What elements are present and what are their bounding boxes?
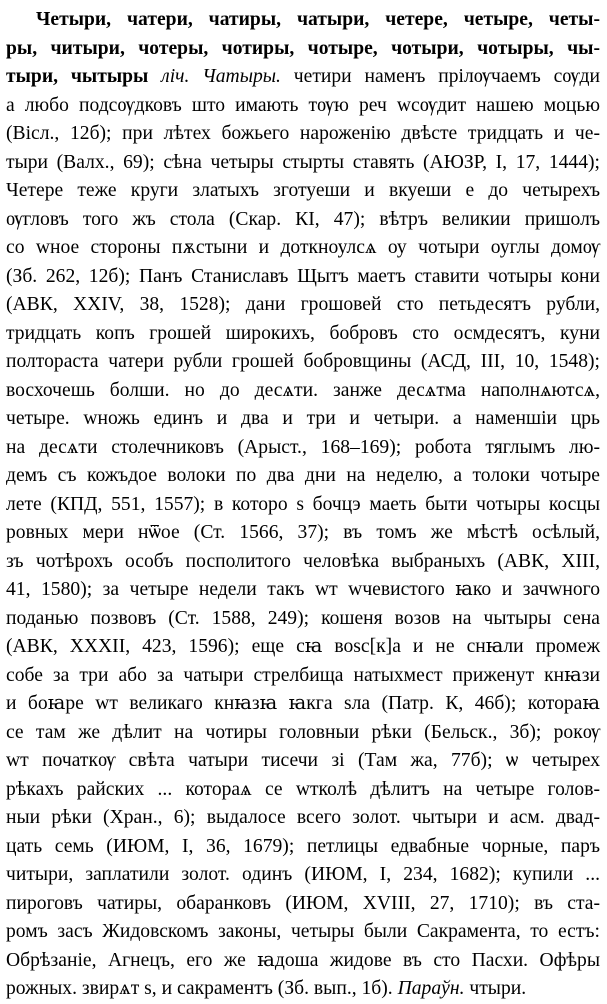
entry-line: демъ съ кожъдое волоки по два дни на неделю, а толоки чотыре	[6, 465, 600, 486]
dictionary-entry	[6, 6, 600, 999]
variant-label: Чатыры.	[202, 66, 281, 87]
entry-line: лете (КПД, 551, 1557); в которо ѕ бочцэ маеть быти чотыры косцы	[6, 493, 600, 515]
entry-line: рѣкахъ райских ... котораѧ се wтколѣ дѣлитъ на четыре голов-	[6, 778, 600, 800]
quote-text: четири наменъ прілѹчаемъ сѹди	[293, 66, 600, 87]
see-also-target: чтыри.	[469, 978, 527, 999]
entry-line: на десѧти столечниковъ (Арыст., 168–169); робота тяглымъ лю-	[6, 436, 600, 458]
entry-line: се там же дѣлит на чотиры головныи рѣки (Бельск., 3б); рокѹ	[6, 721, 600, 743]
entry-line: а любо подсѹдковъ што имають тѹю реч wсѹдит нашею моцью	[6, 94, 600, 116]
headword-end: тыри, чытыры	[6, 66, 149, 87]
entry-line: со wное стороны пѫстыни и доткноулсѧ оу чотыри оуглы домѹ	[6, 237, 600, 258]
entry-line: и боꙗре wт великаго кнꙗзꙗ ꙗкга ѕла (Патр. К, 46б); котораꙗ	[6, 693, 600, 714]
headword-line: Четыри, чатери, чатиры, чатыри, четере, четыре, четы-	[36, 9, 600, 30]
entry-line: (Зб. 262, 12б); Панъ Станиславъ Щытъ маетъ ставити чотыры кони	[6, 265, 600, 287]
entry-line: Обрѣзаніе, Агнецъ, его же ꙗдоша жидове въ сто Пасхи. Офѣры	[6, 949, 600, 971]
entry-line: 41, 1580); за четыре недели такъ wт wчевистого ꙗко и зачwного	[6, 579, 600, 600]
quote-text: рожных. звирѧт ѕ, и сакраментъ (Зб. вып., 1б).	[6, 978, 393, 999]
see-also-label: Параўн.	[397, 978, 465, 999]
entry-line: читыри, заплатили золот. одинъ (ИЮМ, І, 234, 1682); купили ...	[6, 864, 600, 885]
grammar-label: ліч.	[161, 66, 190, 87]
entry-line: четыре. wножь единъ и два и три и четыри. а наменшіи црь	[6, 408, 600, 429]
entry-line: восхочешь болши. но до десѧти. занже десѧтма наполнѧютсѧ,	[6, 379, 600, 401]
entry-line: зъ чотѣрохъ особъ посполитого человѣка выбраныхъ (АВК, XIII,	[6, 550, 600, 572]
entry-line: пироговъ чатиры, обаранковъ (ИЮМ, XVIII, 27, 1710); въ ста-	[6, 892, 600, 914]
entry-line: (Вісл., 12б); при лѣтех божьего нароженію двѣсте тридцать и че-	[6, 123, 600, 144]
entry-line	[6, 63, 600, 92]
entry-line: собе за три або за чатыри стрелбища натыхмест приженут кнꙗзи	[6, 664, 600, 686]
entry-line: ныи рѣки (Хран., 6); выдалосе всего золот. чытыри и асм. двад-	[6, 807, 600, 828]
entry-line: (АВК, XXXII, 423, 1596); еще сꙗ воѕс[к]а и не снꙗли промеж	[6, 636, 600, 657]
entry-line: полтораста чатери рубли грошей бобровщины (АСД, ІІІ, 10, 1548);	[6, 351, 600, 372]
headword-line: ры, читыри, чотеры, чотиры, чотыре, чотыри, чотыры, чы-	[6, 37, 600, 59]
entry-line: тыри (Валх., 69); сѣна четыры стырты ставять (АЮЗР, І, 17, 1444);	[6, 151, 600, 173]
entry-line	[6, 975, 600, 1004]
entry-line: ѹгловъ того жъ стола (Скар. КІ, 47); вѣтръ великии пришолъ	[6, 208, 600, 230]
entry-line: Четере теже круги златыхъ зготуеши и вкуеши е до четырехъ	[6, 180, 600, 201]
entry-line: ровных мери нѿое (Ст. 1566, 37); въ томъ же мѣстѣ осѣлый,	[6, 522, 600, 543]
entry-line: цать семь (ИЮМ, І, 36, 1679); петлицы едвабные чорные, паръ	[6, 835, 600, 857]
entry-line: (АВК, XXIV, 38, 1528); дани грошовей сто петьдесятъ рубли,	[6, 294, 600, 315]
entry-line: ромъ засъ Жидовскомъ законы, четыры были Сакрамента, то естъ:	[6, 921, 600, 942]
entry-line: тридцать копъ грошей широкихъ, бобровъ сто осмдесятъ, куни	[6, 322, 600, 344]
entry-line: поданью позвовъ (Ст. 1588, 249); кошеня возов на чытыры сена	[6, 607, 600, 629]
entry-line: wт початкѹ свѣта чатыри тисечи зі (Там жа, 77б); ѡ четырех	[6, 750, 600, 771]
